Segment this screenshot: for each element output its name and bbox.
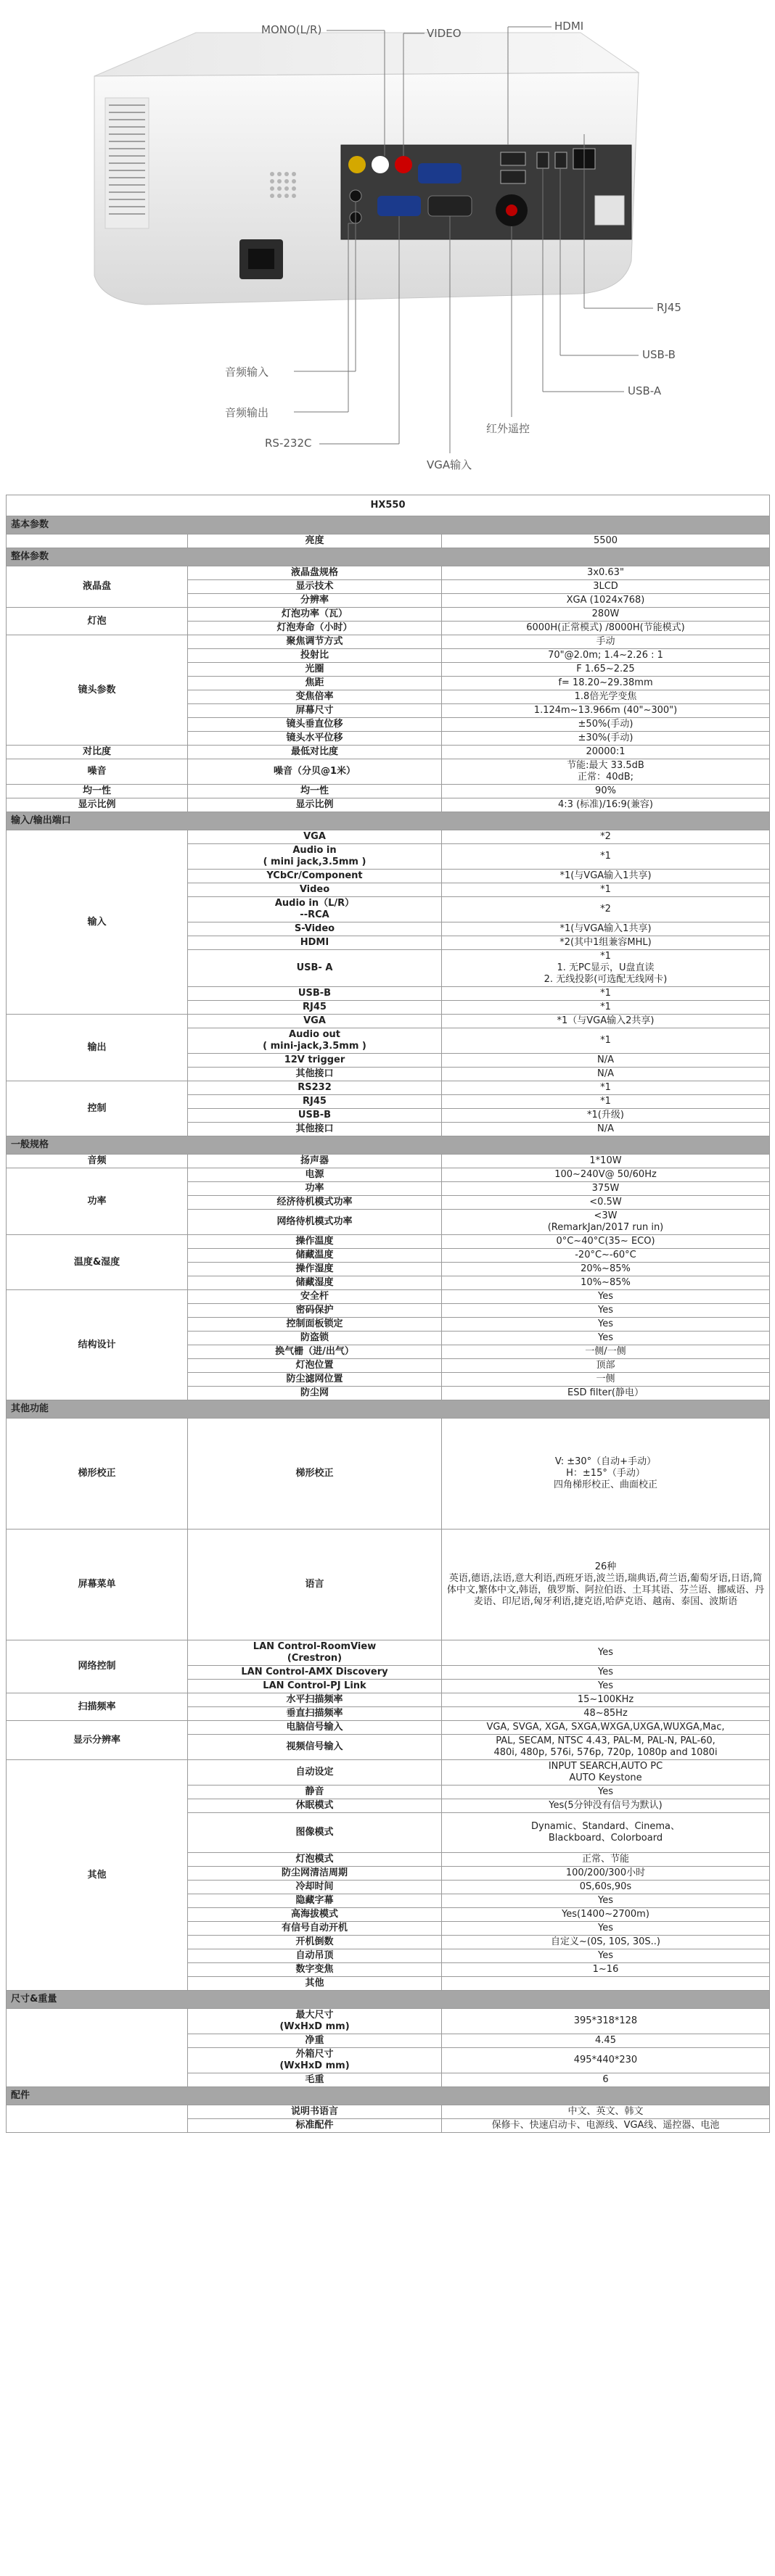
value-cell: 4.45 <box>442 2034 770 2048</box>
table-row <box>7 1419 770 1530</box>
projector-rear-panel-image <box>0 0 775 493</box>
category-cell <box>7 2009 188 2087</box>
category-cell: 对比度 <box>7 746 188 759</box>
item-cell: 防盗锁 <box>188 1332 442 1345</box>
category-cell: 屏幕菜单 <box>7 1530 188 1640</box>
item-cell: Audio in ( mini jack,3.5mm ) <box>188 844 442 870</box>
item-cell: 灯泡模式 <box>188 1853 442 1867</box>
value-cell: 26种 英语,德语,法语,意大利语,西班牙语,波兰语,瑞典语,荷兰语,葡萄牙语,日语,简体中文,繁体中文,韩语，俄罗斯、阿拉伯语、土耳其语、芬兰语、挪威语、丹麦语、印尼语,匈牙利语,捷克语,哈萨克语、越南、泰国、波斯语 <box>442 1530 770 1640</box>
table-title-row <box>7 495 770 516</box>
item-cell: S-Video <box>188 922 442 936</box>
section-header: 尺寸&重量 <box>7 1991 770 2009</box>
item-cell: VGA <box>188 830 442 844</box>
table-row <box>7 785 770 798</box>
item-cell: 投射比 <box>188 649 442 663</box>
value-cell: 495*440*230 <box>442 2048 770 2073</box>
section-header: 一般规格 <box>7 1136 770 1155</box>
value-cell: 0S,60s,90s <box>442 1881 770 1894</box>
item-cell: 电源 <box>188 1168 442 1182</box>
item-cell: 最低对比度 <box>188 746 442 759</box>
value-cell: *1 <box>442 844 770 870</box>
table-row <box>7 1168 770 1182</box>
table-row <box>7 534 770 548</box>
value-cell: 395*318*128 <box>442 2009 770 2034</box>
item-cell: 高海拔模式 <box>188 1908 442 1922</box>
item-cell: 冷却时间 <box>188 1881 442 1894</box>
table-row <box>7 1015 770 1028</box>
section-header: 整体参数 <box>7 548 770 566</box>
category-cell <box>7 534 188 548</box>
category-cell: 灯泡 <box>7 608 188 635</box>
item-cell: 显示比例 <box>188 798 442 812</box>
value-cell: 1*10W <box>442 1155 770 1168</box>
item-cell: 密码保护 <box>188 1304 442 1318</box>
value-cell: 375W <box>442 1182 770 1196</box>
callout-usb-b: USB-B <box>642 348 676 361</box>
item-cell: 数字变焦 <box>188 1963 442 1977</box>
value-cell: 3x0.63" <box>442 566 770 580</box>
callout-rj45: RJ45 <box>657 301 681 314</box>
item-cell: 图像模式 <box>188 1813 442 1853</box>
value-cell: Yes(5分钟没有信号为默认) <box>442 1799 770 1813</box>
item-cell: 垂直扫描频率 <box>188 1707 442 1721</box>
value-cell: 一侧 <box>442 1373 770 1387</box>
item-cell: 自动吊顶 <box>188 1949 442 1963</box>
callout-rs232c: RS-232C <box>265 437 312 450</box>
item-cell: 开机倒数 <box>188 1936 442 1949</box>
item-cell: 聚焦调节方式 <box>188 635 442 649</box>
value-cell: V: ±30°（自动+手动） H：±15°（手动） 四角梯形校正、曲面校正 <box>442 1419 770 1530</box>
item-cell: RJ45 <box>188 1095 442 1109</box>
callout-usb-a: USB-A <box>628 384 662 397</box>
section-row <box>7 1991 770 2009</box>
callout-vga-in: VGA输入 <box>427 458 472 471</box>
value-cell: 100/200/300小时 <box>442 1867 770 1881</box>
category-cell: 功率 <box>7 1168 188 1235</box>
value-cell: 90% <box>442 785 770 798</box>
value-cell: Yes <box>442 1786 770 1799</box>
value-cell: 3LCD <box>442 580 770 594</box>
item-cell: 电脑信号输入 <box>188 1721 442 1735</box>
table-row <box>7 798 770 812</box>
section-row <box>7 2087 770 2105</box>
section-row <box>7 548 770 566</box>
category-cell: 噪音 <box>7 759 188 785</box>
value-cell: Yes <box>442 1290 770 1304</box>
item-cell: 操作温度 <box>188 1235 442 1249</box>
table-row <box>7 830 770 844</box>
item-cell: 扬声器 <box>188 1155 442 1168</box>
value-cell: 节能:最大 33.5dB 正常：40dB; <box>442 759 770 785</box>
category-cell: 液晶盘 <box>7 566 188 608</box>
value-cell: *1 <box>442 1095 770 1109</box>
item-cell: 储藏湿度 <box>188 1276 442 1290</box>
value-cell: Yes <box>442 1922 770 1936</box>
item-cell: USB-B <box>188 987 442 1001</box>
value-cell: Yes <box>442 1949 770 1963</box>
category-cell: 控制 <box>7 1081 188 1136</box>
category-cell: 显示分辨率 <box>7 1721 188 1760</box>
item-cell: 显示技术 <box>188 580 442 594</box>
value-cell: 1.8倍光学变焦 <box>442 690 770 704</box>
item-cell: 标准配件 <box>188 2119 442 2133</box>
item-cell: Audio out ( mini-jack,3.5mm ) <box>188 1028 442 1054</box>
item-cell: 自动设定 <box>188 1760 442 1786</box>
item-cell: 防尘滤网位置 <box>188 1373 442 1387</box>
value-cell: 15~100KHz <box>442 1693 770 1707</box>
item-cell: LAN Control-PJ Link <box>188 1680 442 1693</box>
value-cell: *1 <box>442 883 770 897</box>
callout-hdmi: HDMI <box>554 20 584 33</box>
category-cell: 均一性 <box>7 785 188 798</box>
value-cell <box>442 1977 770 1991</box>
item-cell: 功率 <box>188 1182 442 1196</box>
table-row <box>7 1760 770 1786</box>
category-cell: 扫描频率 <box>7 1693 188 1721</box>
section-row <box>7 812 770 830</box>
item-cell: 分辨率 <box>188 594 442 608</box>
item-cell: RJ45 <box>188 1001 442 1015</box>
item-cell: 亮度 <box>188 534 442 548</box>
table-row <box>7 746 770 759</box>
value-cell: Yes <box>442 1318 770 1332</box>
spec-table <box>6 495 770 2133</box>
item-cell: 有信号自动开机 <box>188 1922 442 1936</box>
item-cell: 说明书语言 <box>188 2105 442 2119</box>
value-cell: *2 <box>442 830 770 844</box>
value-cell: ±50%(手动) <box>442 718 770 732</box>
item-cell: Video <box>188 883 442 897</box>
table-row <box>7 2009 770 2034</box>
item-cell: 噪音（分贝@1米） <box>188 759 442 785</box>
item-cell: 操作湿度 <box>188 1263 442 1276</box>
item-cell: LAN Control-RoomView (Crestron) <box>188 1640 442 1666</box>
value-cell: N/A <box>442 1054 770 1068</box>
value-cell: *1 <box>442 1001 770 1015</box>
item-cell: USB-B <box>188 1109 442 1123</box>
callout-audio-in: 音频输入 <box>225 366 269 379</box>
table-title: HX550 <box>7 495 770 516</box>
table-row <box>7 1290 770 1304</box>
table-row <box>7 1235 770 1249</box>
section-row <box>7 1136 770 1155</box>
section-header: 基本参数 <box>7 516 770 534</box>
table-row <box>7 1721 770 1735</box>
value-cell: 自定义~(0S, 10S, 30S..) <box>442 1936 770 1949</box>
value-cell: 70"@2.0m; 1.4~2.26 : 1 <box>442 649 770 663</box>
item-cell: 镜头垂直位移 <box>188 718 442 732</box>
value-cell: ESD filter(静电） <box>442 1387 770 1400</box>
table-row <box>7 608 770 622</box>
value-cell: INPUT SEARCH,AUTO PC AUTO Keystone <box>442 1760 770 1786</box>
item-cell: RS232 <box>188 1081 442 1095</box>
section-row <box>7 1400 770 1419</box>
value-cell: 手动 <box>442 635 770 649</box>
projector-illustration <box>0 0 775 493</box>
item-cell: 光圈 <box>188 663 442 677</box>
value-cell: XGA (1024x768) <box>442 594 770 608</box>
value-cell: PAL, SECAM, NTSC 4.43, PAL-M, PAL-N, PAL-60, 480i, 480p, 576i, 576p, 720p, 1080p and 1080i <box>442 1735 770 1760</box>
value-cell: Yes <box>442 1680 770 1693</box>
value-cell: 20%~85% <box>442 1263 770 1276</box>
table-row <box>7 2105 770 2119</box>
value-cell: N/A <box>442 1068 770 1081</box>
table-row <box>7 566 770 580</box>
category-cell <box>7 2105 188 2133</box>
item-cell: 12V trigger <box>188 1054 442 1068</box>
value-cell: f= 18.20~29.38mm <box>442 677 770 690</box>
item-cell: Audio in（L/R） --RCA <box>188 897 442 922</box>
category-cell: 音频 <box>7 1155 188 1168</box>
value-cell: 顶部 <box>442 1359 770 1373</box>
table-row <box>7 1081 770 1095</box>
value-cell: N/A <box>442 1123 770 1136</box>
item-cell: 毛重 <box>188 2073 442 2087</box>
item-cell: YCbCr/Component <box>188 870 442 883</box>
item-cell: 防尘网清洁周期 <box>188 1867 442 1881</box>
value-cell: 1.124m~13.966m (40"~300") <box>442 704 770 718</box>
item-cell: 网络待机模式功率 <box>188 1210 442 1235</box>
value-cell: *1 <box>442 987 770 1001</box>
callout-mono: MONO(L/R) <box>261 23 322 36</box>
value-cell: 5500 <box>442 534 770 548</box>
item-cell: 水平扫描频率 <box>188 1693 442 1707</box>
item-cell: 换气栅（进/出气） <box>188 1345 442 1359</box>
item-cell: 梯形校正 <box>188 1419 442 1530</box>
value-cell: <3W (RemarkJan/2017 run in) <box>442 1210 770 1235</box>
category-cell: 温度&湿度 <box>7 1235 188 1290</box>
category-cell: 输入 <box>7 830 188 1015</box>
value-cell: Yes <box>442 1304 770 1318</box>
value-cell: 保修卡、快速启动卡、电源线、VGA线、遥控器、电池 <box>442 2119 770 2133</box>
category-cell: 梯形校正 <box>7 1419 188 1530</box>
item-cell: 焦距 <box>188 677 442 690</box>
value-cell: *1 <box>442 1081 770 1095</box>
item-cell: 经济待机模式功率 <box>188 1196 442 1210</box>
table-row <box>7 1693 770 1707</box>
callout-audio-out: 音频输出 <box>225 406 269 419</box>
value-cell: <0.5W <box>442 1196 770 1210</box>
section-header: 输入/输出端口 <box>7 812 770 830</box>
item-cell: 灯泡寿命（小时） <box>188 622 442 635</box>
value-cell: 48~85Hz <box>442 1707 770 1721</box>
item-cell: 其他 <box>188 1977 442 1991</box>
table-row <box>7 759 770 785</box>
value-cell: Dynamic、Standard、Cinema、 Blackboard、Colorboard <box>442 1813 770 1853</box>
category-cell: 显示比例 <box>7 798 188 812</box>
value-cell: *1(升级) <box>442 1109 770 1123</box>
category-cell: 输出 <box>7 1015 188 1081</box>
value-cell: *2 <box>442 897 770 922</box>
value-cell: 6000H(正常模式) /8000H(节能模式) <box>442 622 770 635</box>
category-cell: 网络控制 <box>7 1640 188 1693</box>
section-row <box>7 516 770 534</box>
item-cell: 视频信号输入 <box>188 1735 442 1760</box>
item-cell: 控制面板锁定 <box>188 1318 442 1332</box>
table-row <box>7 635 770 649</box>
value-cell: Yes <box>442 1666 770 1680</box>
category-cell: 结构设计 <box>7 1290 188 1400</box>
value-cell: Yes <box>442 1640 770 1666</box>
value-cell: Yes(1400~2700m) <box>442 1908 770 1922</box>
item-cell: HDMI <box>188 936 442 950</box>
value-cell: *2(其中1组兼容MHL) <box>442 936 770 950</box>
spec-table-container <box>6 495 769 2133</box>
value-cell: Yes <box>442 1894 770 1908</box>
value-cell: F 1.65~2.25 <box>442 663 770 677</box>
table-row <box>7 1155 770 1168</box>
value-cell: 0°C~40°C(35~ ECO) <box>442 1235 770 1249</box>
item-cell: 最大尺寸 (WxHxD mm) <box>188 2009 442 2034</box>
value-cell: -20°C~-60°C <box>442 1249 770 1263</box>
category-cell: 其他 <box>7 1760 188 1991</box>
item-cell: 其他接口 <box>188 1068 442 1081</box>
value-cell: 20000:1 <box>442 746 770 759</box>
item-cell: 隐藏字幕 <box>188 1894 442 1908</box>
item-cell: 镜头水平位移 <box>188 732 442 746</box>
value-cell: *1(与VGA输入1共享) <box>442 870 770 883</box>
item-cell: 其他接口 <box>188 1123 442 1136</box>
value-cell: 1~16 <box>442 1963 770 1977</box>
item-cell: VGA <box>188 1015 442 1028</box>
value-cell: *1（与VGA输入2共享) <box>442 1015 770 1028</box>
item-cell: 变焦倍率 <box>188 690 442 704</box>
item-cell: 灯泡位置 <box>188 1359 442 1373</box>
value-cell: *1 <box>442 1028 770 1054</box>
value-cell: 正常、节能 <box>442 1853 770 1867</box>
value-cell: ±30%(手动) <box>442 732 770 746</box>
item-cell: USB- A <box>188 950 442 987</box>
value-cell: 一侧/一侧 <box>442 1345 770 1359</box>
item-cell: 液晶盘规格 <box>188 566 442 580</box>
item-cell: 安全杆 <box>188 1290 442 1304</box>
callout-video: VIDEO <box>427 27 462 40</box>
item-cell: 均一性 <box>188 785 442 798</box>
section-header: 配件 <box>7 2087 770 2105</box>
value-cell: *1 1. 无PC显示，U盘直读 2. 无线投影(可选配无线网卡) <box>442 950 770 987</box>
item-cell: 休眠模式 <box>188 1799 442 1813</box>
item-cell: 外箱尺寸 (WxHxD mm) <box>188 2048 442 2073</box>
table-row <box>7 1530 770 1640</box>
value-cell: *1(与VGA输入1共享) <box>442 922 770 936</box>
category-cell: 镜头参数 <box>7 635 188 746</box>
value-cell: 100~240V@ 50/60Hz <box>442 1168 770 1182</box>
item-cell: 净重 <box>188 2034 442 2048</box>
item-cell: 静音 <box>188 1786 442 1799</box>
value-cell: 6 <box>442 2073 770 2087</box>
item-cell: 灯泡功率（瓦） <box>188 608 442 622</box>
callout-ir-remote: 红外遥控 <box>486 422 530 435</box>
item-cell: 屏幕尺寸 <box>188 704 442 718</box>
value-cell: Yes <box>442 1332 770 1345</box>
item-cell: 防尘网 <box>188 1387 442 1400</box>
section-header: 其他功能 <box>7 1400 770 1419</box>
value-cell: 10%~85% <box>442 1276 770 1290</box>
value-cell: 4:3 (标准)/16:9(兼容) <box>442 798 770 812</box>
item-cell: 语言 <box>188 1530 442 1640</box>
item-cell: LAN Control-AMX Discovery <box>188 1666 442 1680</box>
value-cell: 中文、英文、韩文 <box>442 2105 770 2119</box>
table-row <box>7 1640 770 1666</box>
value-cell: 280W <box>442 608 770 622</box>
spec-table-body <box>7 495 770 2133</box>
value-cell: VGA, SVGA, XGA, SXGA,WXGA,UXGA,WUXGA,Mac, <box>442 1721 770 1735</box>
item-cell: 储藏温度 <box>188 1249 442 1263</box>
